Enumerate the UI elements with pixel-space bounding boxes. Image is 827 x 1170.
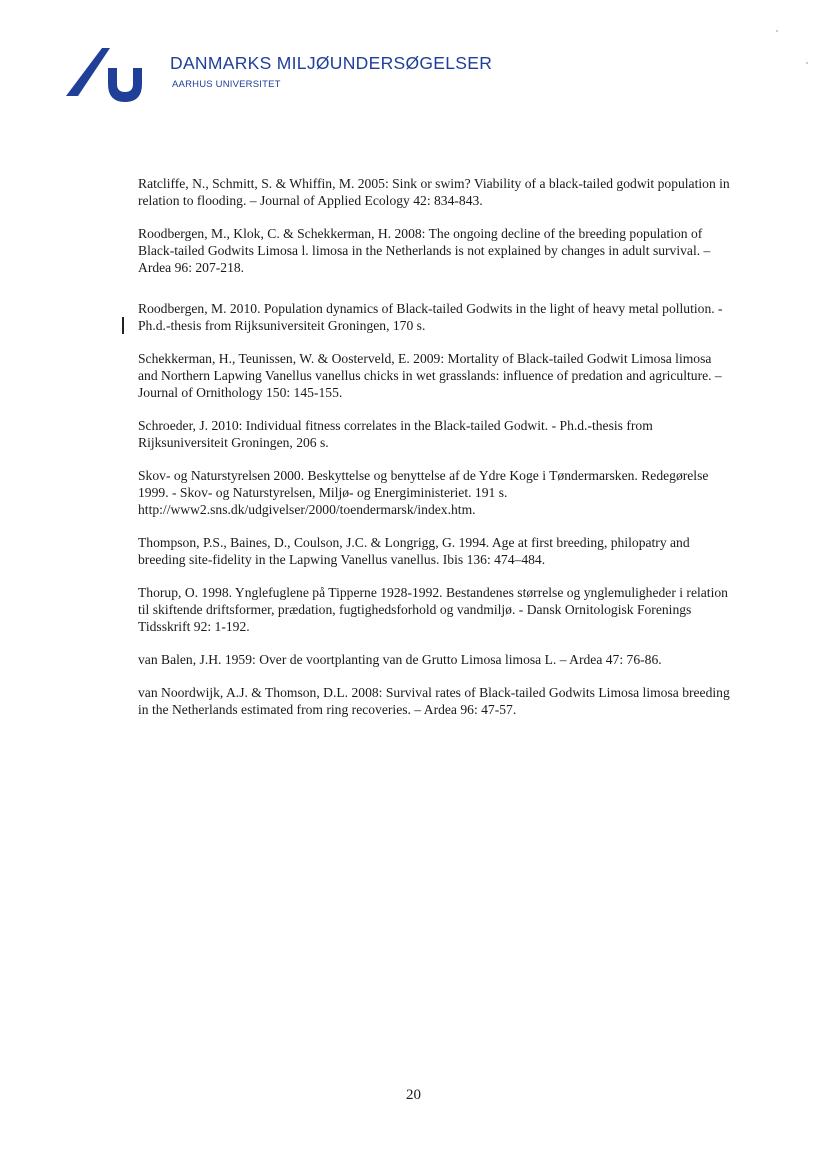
letterhead (62, 44, 502, 104)
reference-item: Roodbergen, M., Klok, C. & Schekkerman, H. 2008: The ongoing decline of the breeding population of Black-tailed Godwits Limosa l. limosa in the Netherlands is not explained by changes in adult survival. – Ardea 96: 207-218. (138, 226, 711, 275)
reference-item: Skov- og Naturstyrelsen 2000. Beskyttelse og benyttelse af de Ydre Koge i Tøndermarsken. Redegørelse 1999. - Skov- og Naturstyrelsen, Miljø- og Energiministeriet. 191 s. http://www2.sns.dk/udgivelser/2000/toendermarsk/index.htm. (138, 468, 709, 517)
reference-item: Thorup, O. 1998. Ynglefuglene på Tipperne 1928-1992. Bestandenes størrelse og ynglemuligheder i relation til skiftende driftsformer, prædation, fugtighedsforhold og vandmiljø. - Dansk Ornitologisk Forenings Tidsskrift 92: 1-192. (138, 585, 728, 634)
au-logo-icon (62, 44, 158, 104)
reference-item: van Balen, J.H. 1959: Over de voortplanting van de Grutto Limosa limosa L. – Ardea 47: 76-86. (138, 652, 662, 667)
revision-change-bar (122, 317, 124, 334)
reference-list (138, 175, 733, 734)
reference-item: Thompson, P.S., Baines, D., Coulson, J.C. & Longrigg, G. 1994. Age at first breeding, philopatry and breeding site-fidelity in the Lapwing Vanellus vanellus. Ibis 136: 474–484. (138, 535, 690, 567)
scan-speck (806, 62, 808, 64)
reference-item: Ratcliffe, N., Schmitt, S. & Whiffin, M. 2005: Sink or swim? Viability of a black-tailed godwit population in relation to flooding. – Journal of Applied Ecology 42: 834-843. (138, 176, 730, 208)
page-number: 20 (406, 1087, 421, 1103)
scan-speck (776, 30, 778, 32)
university-name: AARHUS UNIVERSITET (172, 79, 281, 90)
organization-name: DANMARKS MILJØUNDERSØGELSER (170, 53, 493, 73)
reference-item: Schekkerman, H., Teunissen, W. & Oosterveld, E. 2009: Mortality of Black-tailed Godwit Limosa limosa and Northern Lapwing Vanellus vanellus chicks in wet grasslands: influence of predation and agriculture. – Journal of Ornithology 150: 145-155. (138, 351, 722, 400)
reference-item: Roodbergen, M. 2010. Population dynamics of Black-tailed Godwits in the light of heavy metal pollution. - Ph.d.-thesis from Rijksuniversiteit Groningen, 170 s. (138, 301, 723, 333)
reference-with-change-bar (138, 300, 733, 334)
reference-item: van Noordwijk, A.J. & Thomson, D.L. 2008: Survival rates of Black-tailed Godwits Limosa limosa breeding in the Netherlands estimated from ring recoveries. – Ardea 96: 47-57. (138, 685, 730, 717)
reference-item: Schroeder, J. 2010: Individual fitness correlates in the Black-tailed Godwit. - Ph.d.-thesis from Rijksuniversiteit Groningen, 206 s. (138, 418, 653, 450)
